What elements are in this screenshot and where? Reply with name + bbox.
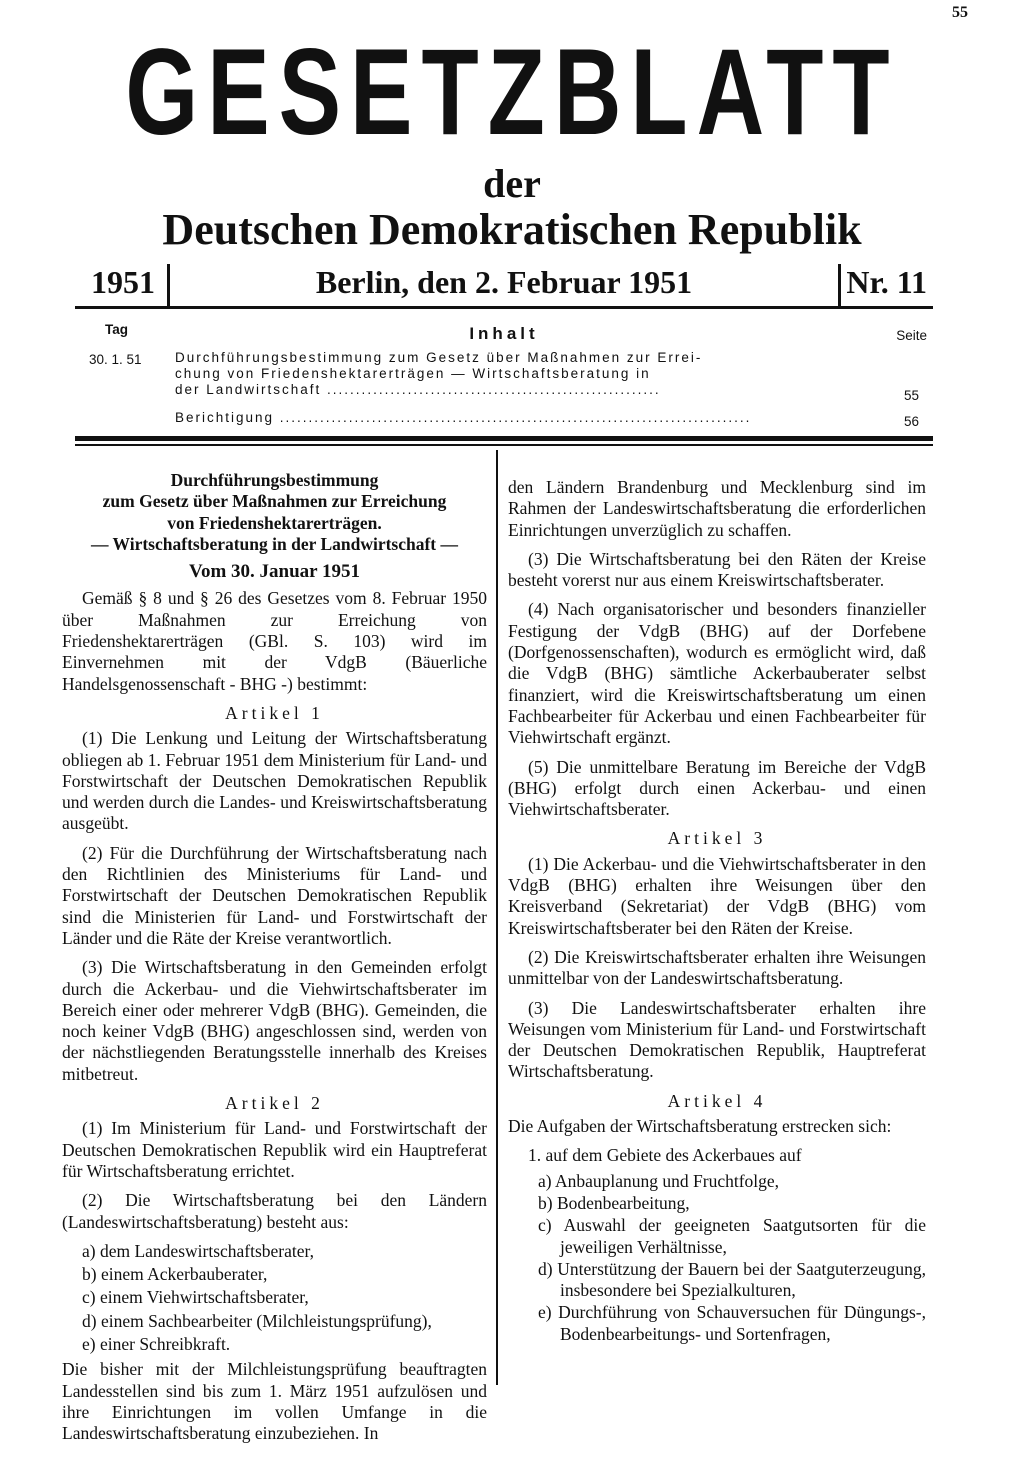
- list-item: d) Unterstützung der Bauern bei der Saatguterzeugung, insbesondere bei Spezialkulturen,: [538, 1258, 926, 1301]
- left-column: [62, 470, 487, 1452]
- list-item: e) Durchführung von Schauversuchen für Düngungs-, Bodenbearbeitungs- und Sortenfragen,: [538, 1302, 926, 1344]
- list-item: c) Auswahl der geeigneten Saatgutsorten für die jeweiligen Verhältnisse,: [538, 1215, 926, 1257]
- toc-col-inhalt: Inhalt: [469, 324, 539, 343]
- article-heading: Artikel 1: [225, 702, 324, 723]
- article-heading: Artikel 4: [667, 1090, 767, 1111]
- list-item: b) Bodenbearbeitung,: [538, 1192, 690, 1213]
- paragraph: (1) Im Ministerium für Land- und Forstwirtschaft der Deutschen Demokratischen Republik wird ein Hauptreferat für Wirtschaftsberatung errichtet.: [62, 1118, 487, 1181]
- list-item: e) einer Schreibkraft.: [82, 1333, 231, 1354]
- toc-entry-line: der Landwirtschaft ..........................................................: [175, 382, 661, 397]
- staff-list: [62, 1241, 487, 1355]
- divider-thick: [75, 436, 933, 441]
- issue-number: Nr. 11: [846, 264, 927, 300]
- divider-thin: [75, 444, 933, 446]
- paragraph: Gemäß § 8 und § 26 des Gesetzes vom 8. Februar 1950 über Maßnahmen zur Erreichung von Friedenshektarerträgen (GBl. S. 103) wird im Einvernehmen mit der VdgB (Bäuerliche Handelsgenossenschaft - BHG -) bestimmt:: [62, 588, 487, 694]
- list-item: d) einem Sachbearbeiter (Milchleistungsprüfung),: [82, 1310, 432, 1331]
- paragraph: den Ländern Brandenburg und Mecklenburg sind im Rahmen der Landeswirtschaftsberatung die erforderlichen Einrichtungen unverzüglich zu schaffen.: [508, 477, 926, 540]
- masthead-title: GESETZBLATT: [125, 24, 899, 162]
- masthead-subtitle: Deutschen Demokratischen Republik: [162, 205, 862, 254]
- right-column: [508, 477, 926, 1346]
- masthead-der: der: [483, 161, 541, 206]
- toc-entry-page: 56: [903, 414, 919, 429]
- place-date: Berlin, den 2. Februar 1951: [167, 264, 841, 308]
- year: 1951: [91, 264, 155, 300]
- decree-heading: von Friedenshektarerträgen.: [167, 512, 382, 533]
- paragraph: (2) Für die Durchführung der Wirtschaftsberatung nach den Richtlinien des Ministeriums für Land- und Forstwirtschaft der Deutschen Demokratischen Republik sind die Ministerien für Land- und Forstwirtschaft der Länder und die Räte der Kreise verantwortlich.: [62, 842, 487, 948]
- paragraph: (3) Die Wirtschaftsberatung bei den Räten der Kreise besteht vorerst nur aus einem Kreiswirtschaftsberater.: [508, 548, 926, 591]
- toc-col-seite: Seite: [896, 328, 927, 343]
- toc-col-tag: Tag: [105, 322, 128, 337]
- paragraph: (2) Die Kreiswirtschaftsberater erhalten ihre Weisungen unmittelbar von der Landeswirtschaftsberatung.: [508, 946, 926, 989]
- paragraph: (5) Die unmittelbare Beratung im Bereiche der VdgB (BHG) erfolgt durch einen Ackerbau- und einen Viehwirtschaftsberater.: [508, 756, 926, 820]
- paragraph: Die bisher mit der Milchleistungsprüfung beauftragten Landesstellen sind bis zum 1. März 1951 aufzulösen und ihre Einrichtungen im vollen Umfange in die Landeswirtschaftsberatung einzubeziehen. In: [62, 1359, 487, 1444]
- toc-entry-line: Durchführungsbestimmung zum Gesetz über Maßnahmen zur Errei-: [175, 350, 703, 365]
- decree-heading: — Wirtschaftsberatung in der Landwirtschaft —: [90, 533, 459, 554]
- list-item: b) einem Ackerbauberater,: [82, 1264, 268, 1285]
- list-item: a) dem Landeswirtschaftsberater,: [82, 1240, 315, 1261]
- article-heading: Artikel 2: [225, 1093, 324, 1114]
- article-heading: Artikel 3: [667, 828, 767, 849]
- tasks-sublist: [508, 1171, 926, 1345]
- decree-heading: Durchführungsbestimmung: [170, 470, 379, 490]
- paragraph: (1) Die Ackerbau- und die Viehwirtschaftsberater in den VdgB (BHG) erhalten ihre Weisungen über den Kreisverband (Sekretariat) der VdgB (BHG) vom Kreiswirtschaftsberater bei den Räten der Kreise.: [508, 853, 926, 938]
- paragraph: (3) Die Landeswirtschaftsberater erhalten ihre Weisungen vom Ministerium für Land- und Forstwirtschaft der Deutschen Demokratischen Republik, Hauptreferat Wirtschaftsberatung.: [508, 997, 926, 1082]
- decree-heading: zum Gesetz über Maßnahmen zur Erreichung: [102, 491, 447, 512]
- paragraph: (3) Die Wirtschaftsberatung in den Gemeinden erfolgt durch die Ackerbau- und die Viehwirtschaftsberater im Bereich einer oder mehrerer VdgB (BHG). Gemeinden, die noch keiner VdgB (BHG) angeschlossen sind, werden von der nächstliegenden Beratungsstelle innerhalb des Kreises mitbetreut.: [62, 957, 487, 1084]
- decree-date: Vom 30. Januar 1951: [188, 561, 361, 583]
- toc-entry-page: 55: [903, 388, 919, 403]
- toc-entry-line: Berichtigung ..................................................................................: [175, 410, 752, 425]
- column-divider: [496, 450, 498, 1385]
- toc-entry-date: 30. 1. 51: [89, 352, 142, 367]
- page-number: 55: [952, 4, 968, 21]
- list-item: c) einem Viehwirtschaftsberater,: [82, 1287, 309, 1308]
- list-item: 1. auf dem Gebiete des Ackerbaues auf: [528, 1145, 802, 1166]
- list-item: a) Anbauplanung und Fruchtfolge,: [538, 1170, 780, 1191]
- toc-entry-line: chung von Friedenshektarerträgen — Wirtschaftsberatung in: [175, 366, 651, 381]
- paragraph: (2) Die Wirtschaftsberatung bei den Ländern (Landeswirtschaftsberatung) besteht aus:: [62, 1190, 487, 1232]
- paragraph: Die Aufgaben der Wirtschaftsberatung erstrecken sich:: [508, 1116, 892, 1137]
- tasks-list: [508, 1145, 926, 1166]
- dateline-bar: [75, 264, 933, 309]
- paragraph: (4) Nach organisatorischer und besonders finanzieller Festigung der VdgB (BHG) auf der Dorfebene (Dorfgenossenschaften), wodurch es ermöglicht wird, daß die VdgB (BHG) sämtliche Ackerbauberater selbst finanziert, wird die Kreiswirtschaftsberatung um einen Fachbearbeiter für Ackerbau und einen Fachbearbeiter für Viehwirtschaft ergänzt.: [508, 599, 926, 748]
- paragraph: (1) Die Lenkung und Leitung der Wirtschaftsberatung obliegen ab 1. Februar 1951 dem Ministerium für Land- und Forstwirtschaft der Deutschen Demokratischen Republik und werden durch die Landes- und Kreiswirtschaftsberatung ausgeübt.: [62, 728, 487, 834]
